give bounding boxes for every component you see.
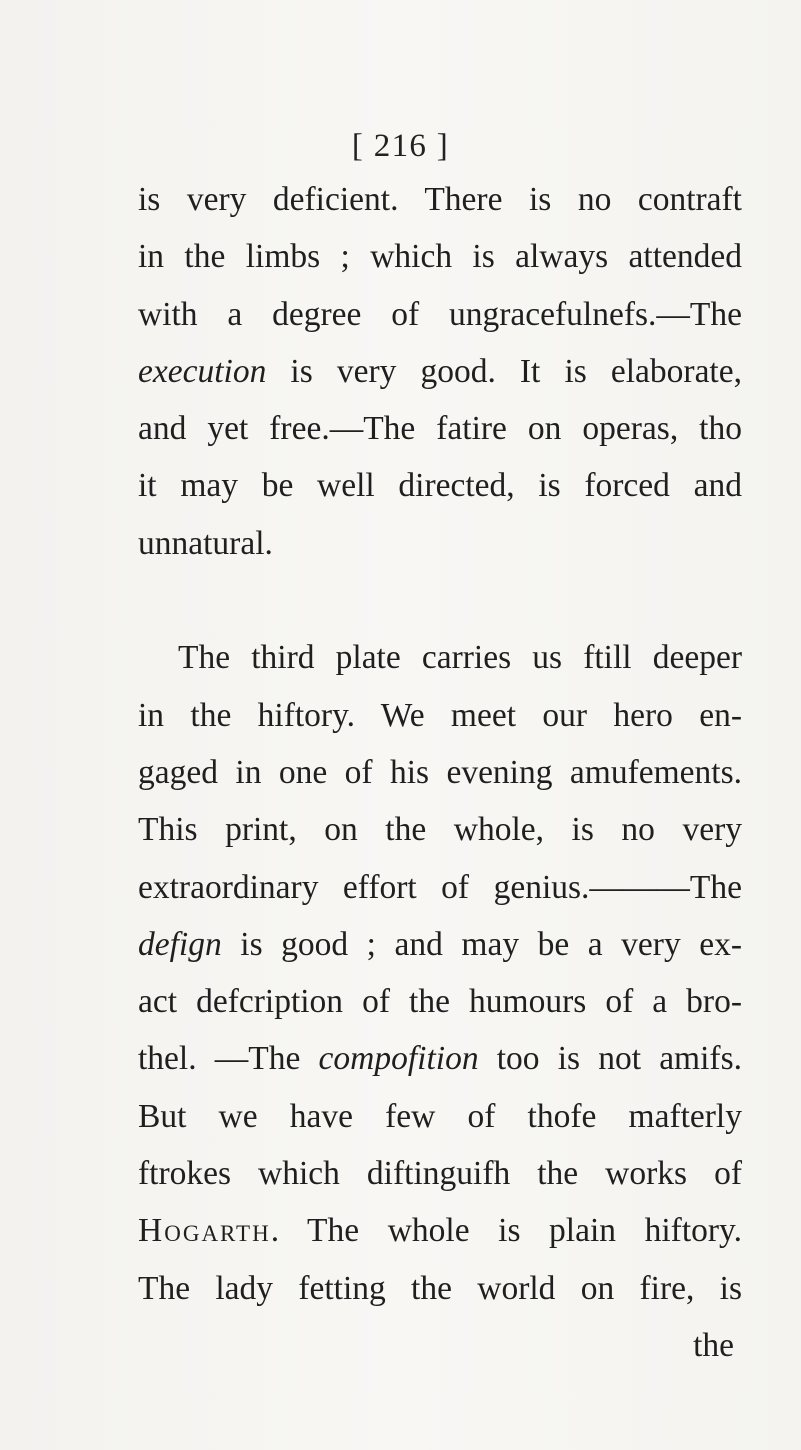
italic-term: execution	[138, 352, 267, 390]
text-run: But we have few of thofe mafterly	[138, 1097, 742, 1135]
text-run: and yet free.—The fatire on operas, tho	[138, 410, 742, 448]
text-line	[138, 228, 742, 285]
text-line	[138, 973, 742, 1030]
text-line	[138, 1260, 742, 1317]
paragraph	[138, 171, 742, 572]
text-line	[138, 916, 742, 973]
text-run: is very good. It is elaborate,	[266, 352, 742, 390]
text-line	[138, 171, 742, 228]
text-line	[138, 515, 742, 572]
text-run: it may be well directed, is forced and	[138, 467, 742, 505]
text-run: This print, on the whole, is no very	[138, 811, 742, 849]
text-line	[138, 1145, 742, 1202]
text-line	[138, 801, 742, 858]
text-run: with a degree of ungracefulnefs.—The	[138, 295, 742, 333]
text-run: too is not amifs.	[478, 1040, 742, 1078]
text-run: ftrokes which diftinguifh the works of	[138, 1155, 742, 1193]
text-line	[138, 744, 742, 801]
text-line	[138, 629, 742, 686]
text-run: the	[693, 1326, 734, 1364]
body-text	[138, 171, 742, 1374]
text-line	[138, 687, 742, 744]
text-run: is very deficient. There is no contraft	[138, 181, 742, 218]
text-run: The lady fetting the world on fire, is	[138, 1269, 742, 1307]
italic-term: defign	[138, 925, 222, 963]
text-line	[138, 859, 742, 916]
text-line	[138, 1202, 742, 1259]
text-run: thel. —The	[138, 1040, 319, 1078]
text-run: act defcription of the humours of a bro-	[138, 983, 742, 1021]
text-run: in the limbs ; which is always attended	[138, 238, 742, 276]
text-run: gaged in one of his evening amufements.	[138, 753, 742, 791]
text-run: is good ; and may be a very ex-	[221, 925, 742, 963]
text-line	[138, 457, 742, 514]
text-run: extraordinary effort of genius.———The	[138, 868, 742, 906]
text-line	[138, 1030, 742, 1087]
text-line	[138, 343, 742, 400]
text-run: . The whole is plain hiftory.	[270, 1212, 742, 1250]
page-number: [ 216 ]	[351, 128, 450, 164]
text-run: unnatural.	[138, 524, 273, 562]
small-caps-name: Hogarth	[138, 1212, 271, 1250]
paragraph-gap	[138, 572, 742, 629]
text-line	[138, 400, 742, 457]
text-line	[138, 1317, 742, 1374]
text-line	[138, 286, 742, 343]
paragraph	[138, 629, 742, 1374]
italic-term: compofition	[318, 1040, 479, 1078]
text-run: in the hiftory. We meet our hero en-	[138, 696, 742, 734]
text-run: The third plate carries us ftill deeper	[178, 639, 742, 677]
text-line	[138, 1088, 742, 1145]
